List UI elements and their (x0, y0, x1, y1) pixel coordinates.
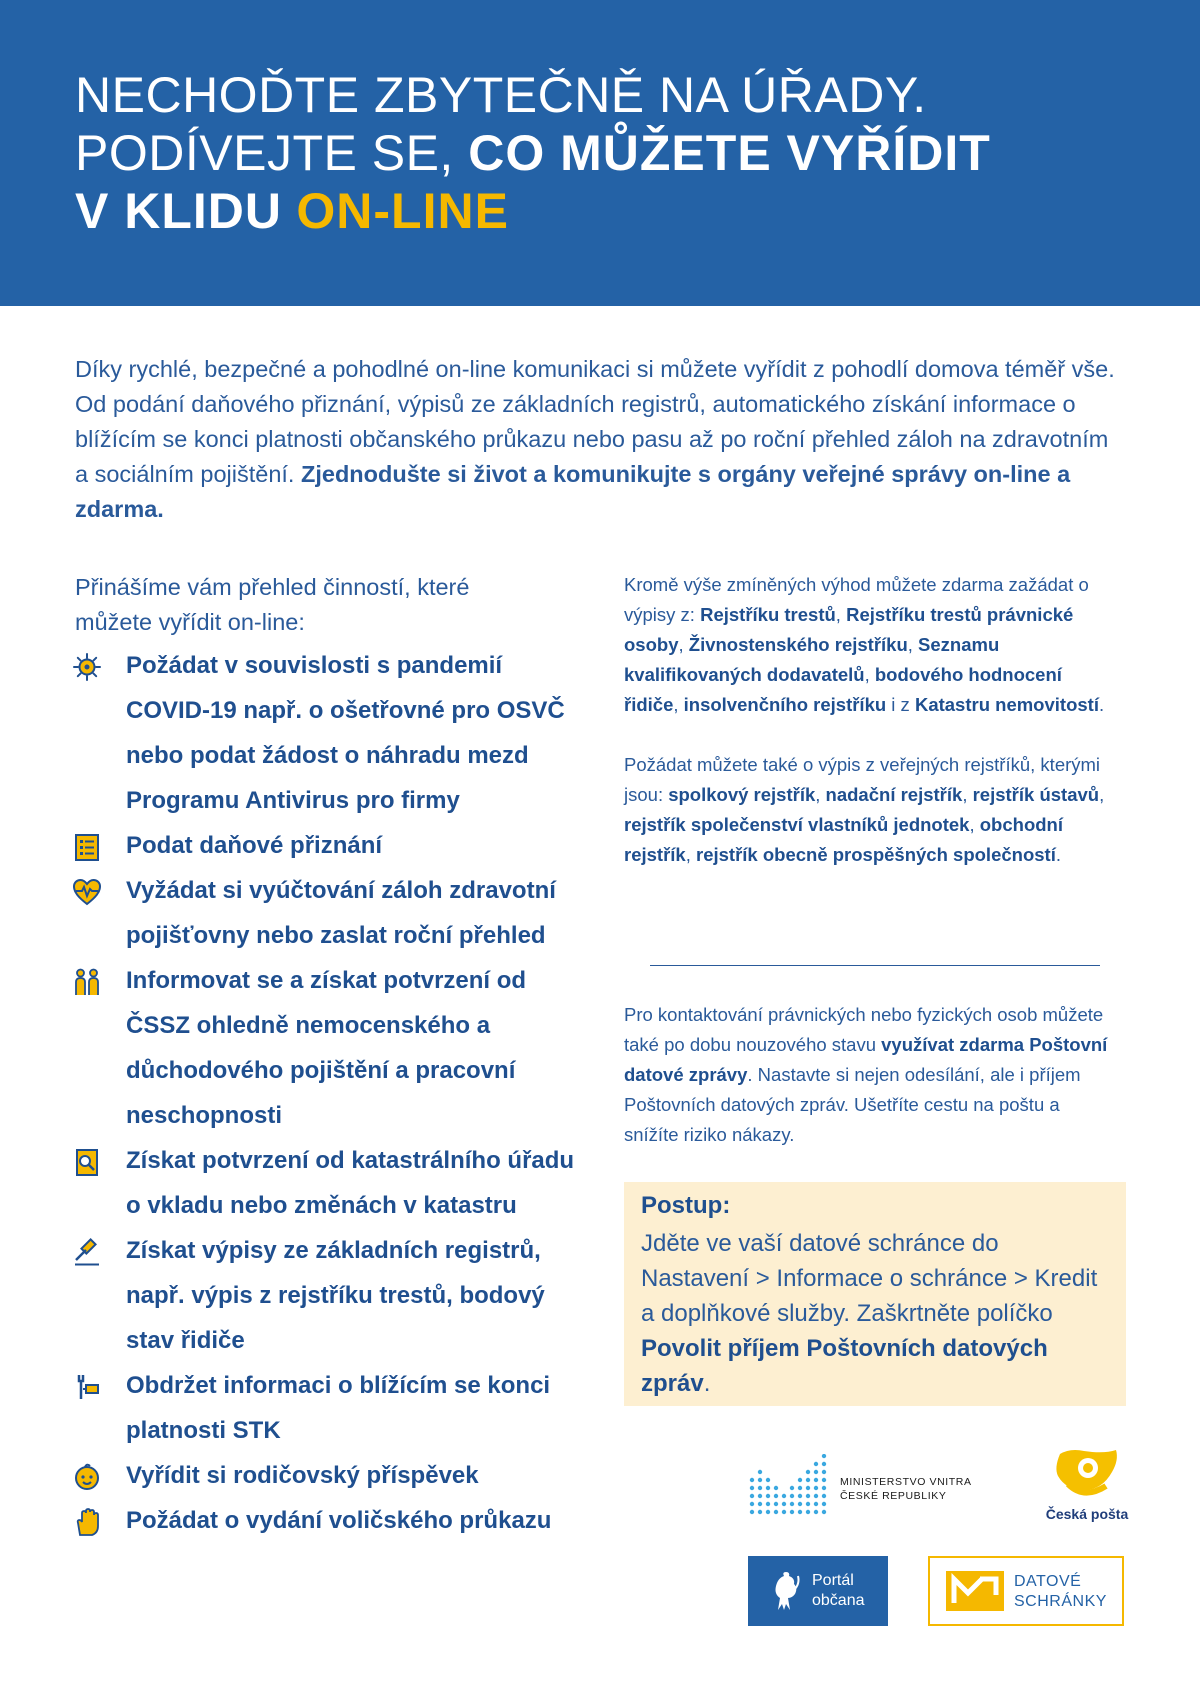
gavel-icon (72, 1237, 102, 1267)
ministry-name-line-1: MINISTERSTVO VNITRA (840, 1476, 972, 1488)
document-search-icon (72, 1147, 102, 1177)
activities-intro: Přinášíme vám přehled činností, které můžete vyřídit on-line: (75, 574, 470, 635)
portal-name-line-2: občana (812, 1592, 865, 1609)
list-item-text: Podat daňové přiznání (126, 832, 383, 859)
list-item (70, 1498, 590, 1543)
list-item-text: Požádat o vydání voličského průkazu (126, 1507, 552, 1534)
list-item (70, 1363, 590, 1453)
list-item (70, 868, 590, 958)
list-item (70, 1453, 590, 1498)
mailbox-arrow-icon (946, 1571, 1004, 1611)
headline-line-3: V KLIDU ON-LINE (75, 183, 509, 239)
list-item (70, 1138, 590, 1228)
tax-form-icon (72, 832, 102, 862)
headline-line-2: PODÍVEJTE SE, CO MŮŽETE VYŘÍDIT (75, 125, 991, 181)
list-item-text: Požádat v souvislosti s pandemií COVID-19 např. o ošetřovné pro OSVČ nebo podat žádost o náhradu mezd Programu Antivirus pro firmy (126, 652, 565, 814)
list-item (70, 958, 590, 1138)
list-item-text: Obdržet informaci o blížícím se konci platnosti STK (126, 1372, 551, 1444)
list-item-text: Vyřídit si rodičovský příspěvek (126, 1462, 479, 1489)
procedure-title: Postup: (641, 1192, 731, 1219)
procedure-text: Jděte ve vaší datové schránce do Nastavení > Informace o schránce > Kredit a doplňkové služby. Zaškrtněte políčko Povolit příjem Poštovních datových zpráv. (641, 1230, 1098, 1397)
wrench-icon (72, 1372, 102, 1402)
list-item (70, 643, 590, 823)
intro-paragraph: Díky rychlé, bezpečné a pohodlné on-line komunikaci si můžete vyřídit z pohodlí domova téměř vše. Od podání daňového přiznání, výpisů ze základních registrů, automatického získání informace o blížícím se konci platnosti občanského průkazu nebo pasu až po roční přehled záloh na zdravotním a sociálním pojištění. Zjednodušte si život a komunikujte s orgány veřejné správy on-line a zdarma. (75, 356, 1115, 522)
registers-paragraph-2: Požádat můžete také o výpis z veřejných rejstříků, kterými jsou: spolkový rejstřík, nadační rejstřík, rejstřík ústavů, rejstřík společenství vlastníků jednotek, obchodní rejstřík, rejstřík obecně prospěšných společností. (624, 754, 1105, 865)
datove-schranky-logo (928, 1556, 1124, 1626)
section-divider (650, 965, 1100, 966)
contact-paragraph: Pro kontaktování právnických nebo fyzických osob můžete také po dobu nouzového stavu využívat zdarma Poštovní datové zprávy. Nastavte si nejen odesílání, ale i příjem Poštovních datových zpráv. Ušetříte cestu na poštu a snížíte riziko nákazy. (624, 1004, 1108, 1145)
virus-icon (72, 652, 102, 682)
people-icon (72, 967, 102, 997)
heart-pulse-icon (72, 877, 102, 907)
datove-schranky-line-1: DATOVÉ (1014, 1573, 1082, 1590)
registers-info (624, 570, 1114, 870)
portal-obcana-logo (748, 1556, 888, 1626)
list-item-text: Získat potvrzení od katastrálního úřadu o vkladu nebo změnách v katastru (126, 1147, 575, 1219)
ministry-name-line-2: ČESKÉ REPUBLIKY (840, 1490, 947, 1502)
baby-icon (72, 1462, 102, 1492)
list-item-text: Vyžádat si vyúčtování záloh zdravotní pojišťovny nebo zaslat roční přehled (126, 877, 556, 949)
hand-icon (72, 1507, 102, 1537)
lion-emblem-icon (768, 1570, 802, 1612)
list-item (70, 1228, 590, 1363)
ceska-posta-name: Česká pošta (1045, 1506, 1129, 1522)
registers-paragraph-1: Kromě výše zmíněných výhod můžete zdarma zažádat o výpisy z: Rejstříku trestů, Rejstříku trestů právnické osoby, Živnostenského rejstříku, Seznamu kvalifikovaných dodavatelů, bodového hodnocení řidiče, insolvenčního rejstříku i z Katastru nemovitostí. (624, 574, 1105, 715)
datove-schranky-line-2: SCHRÁNKY (1014, 1593, 1107, 1610)
ceska-posta-logo (1026, 1448, 1146, 1526)
list-item (70, 823, 590, 868)
portal-name-line-1: Portál (812, 1572, 854, 1589)
list-item-text: Informovat se a získat potvrzení od ČSSZ ohledně nemocenského a důchodového pojištění a pracovní neschopnosti (126, 967, 527, 1129)
ministry-dots-icon (748, 1454, 828, 1516)
headline-line-1: NECHOĎTE ZBYTEČNĚ NA ÚŘADY. (75, 67, 927, 123)
activities-list (70, 643, 590, 1543)
ministry-interior-logo (748, 1454, 978, 1524)
procedure-box (624, 1182, 1126, 1406)
post-horn-icon (1026, 1448, 1148, 1506)
header-banner (0, 0, 1200, 306)
list-item-text: Získat výpisy ze základních registrů, např. výpis z rejstříku trestů, bodový stav řidiče (126, 1237, 545, 1354)
